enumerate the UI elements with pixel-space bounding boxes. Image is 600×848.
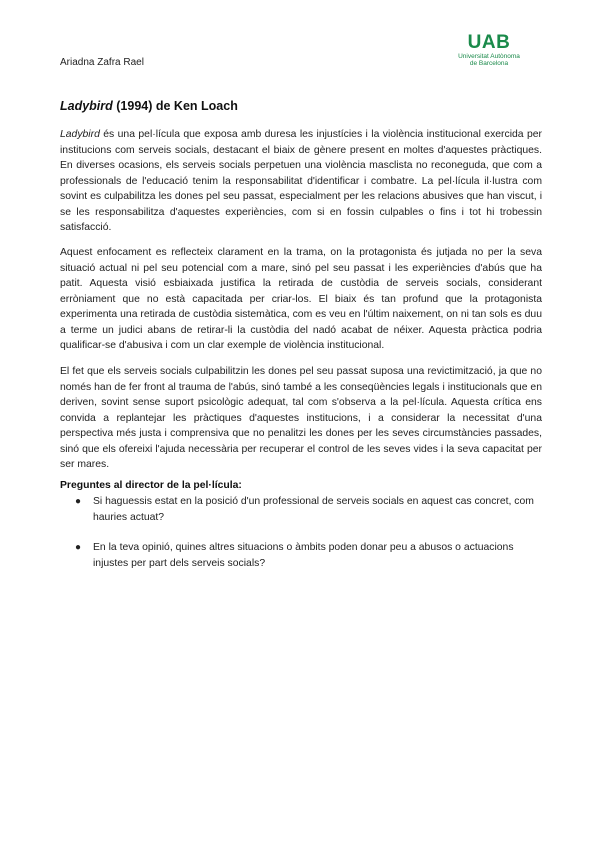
question-text: Si haguessis estat en la posició d'un professional de serveis socials en aquest cas concret, com hauries actuat? xyxy=(93,496,534,523)
questions-heading: Preguntes al director de la pel·lícula: xyxy=(60,480,242,491)
paragraph-3: El fet que els serveis socials culpabilitzin les dones pel seu passat suposa una revictimització, ja que no només han de fer front al trauma de l'abús, sinó també a les conseqüències legals i institucionals que en deriven, sovint sense suport psicològic adequat, tal com s'observa a la pel·lícula. Aquesta crítica ens convida a replantejar les pràctiques d'aquestes institucions, i a considerar la necessitat d'una perspectiva més justa i comprensiva que no penalitzi les dones per les seves circumstàncies passades, sinó que els ofereixi l'ajuda necessària per recuperar el control de les seves vides i la seva capacitat per ser mares. xyxy=(60,366,542,470)
paragraph-1 xyxy=(60,127,542,236)
paragraph-1-text: és una pel·lícula que exposa amb duresa les injustícies i la violència institucional exercida per institucions com serveis socials, destacant el biaix de gènere present en moltes d'aquestes pràctiques. En diverses ocasions, els serveis socials perpetuen una violència masclista no reconeguda, que com a professionals de l'educació tenim la responsabilitat d'identificar i combatre. La pel·lícula il·lustra com sovint es culpabilitza les dones pel seu passat, especialment per les relacions abusives que han viscut, i se les responsabilitza d'aquestes experiències, com si en fossin culpables o fins i tot hi trobessin satisfacció. xyxy=(60,129,542,233)
document-title xyxy=(60,99,238,113)
uab-logo xyxy=(444,33,534,67)
logo-line-2: de Barcelona xyxy=(469,60,509,67)
logo-line-1: Universitat Autònoma xyxy=(458,53,520,60)
bullet-icon: ● xyxy=(75,542,82,553)
film-title: Ladybird xyxy=(60,99,113,113)
question-text: En la teva opinió, quines altres situacions o àmbits poden donar peu a abusos o actuacions injustes per part dels serveis socials? xyxy=(93,542,514,569)
question-item xyxy=(72,494,542,525)
questions-list xyxy=(72,494,542,571)
question-item xyxy=(72,540,542,571)
paragraph-2: Aquest enfocament es reflecteix clarament en la trama, on la protagonista és jutjada no per la seva situació actual ni pel seu potencial com a mare, sinó pel seu passat i les experiències d'abús que ha patit. Aquesta visió esbiaixada justifica la retirada de custòdia de serveis socials, considerant erròniament que no està capacitada per criar-los. El biaix és tan profund que la protagonista experimenta una retirada de custòdia sistemàtica, com es veu en l'últim naixement, on ni tan sols es duu a terme un judici abans de retirar-li la custòdia del nadó acabat de néixer. Aquesta pràctica podria qualificar-se d'abusiva i com un clar exemple de violència institucional. xyxy=(60,247,542,351)
paragraph-1-film: Ladybird xyxy=(60,129,100,140)
bullet-icon: ● xyxy=(75,496,82,507)
title-rest: (1994) de Ken Loach xyxy=(112,99,238,113)
author-name: Ariadna Zafra Rael xyxy=(60,57,144,68)
logo-mark: UAB xyxy=(467,32,511,53)
